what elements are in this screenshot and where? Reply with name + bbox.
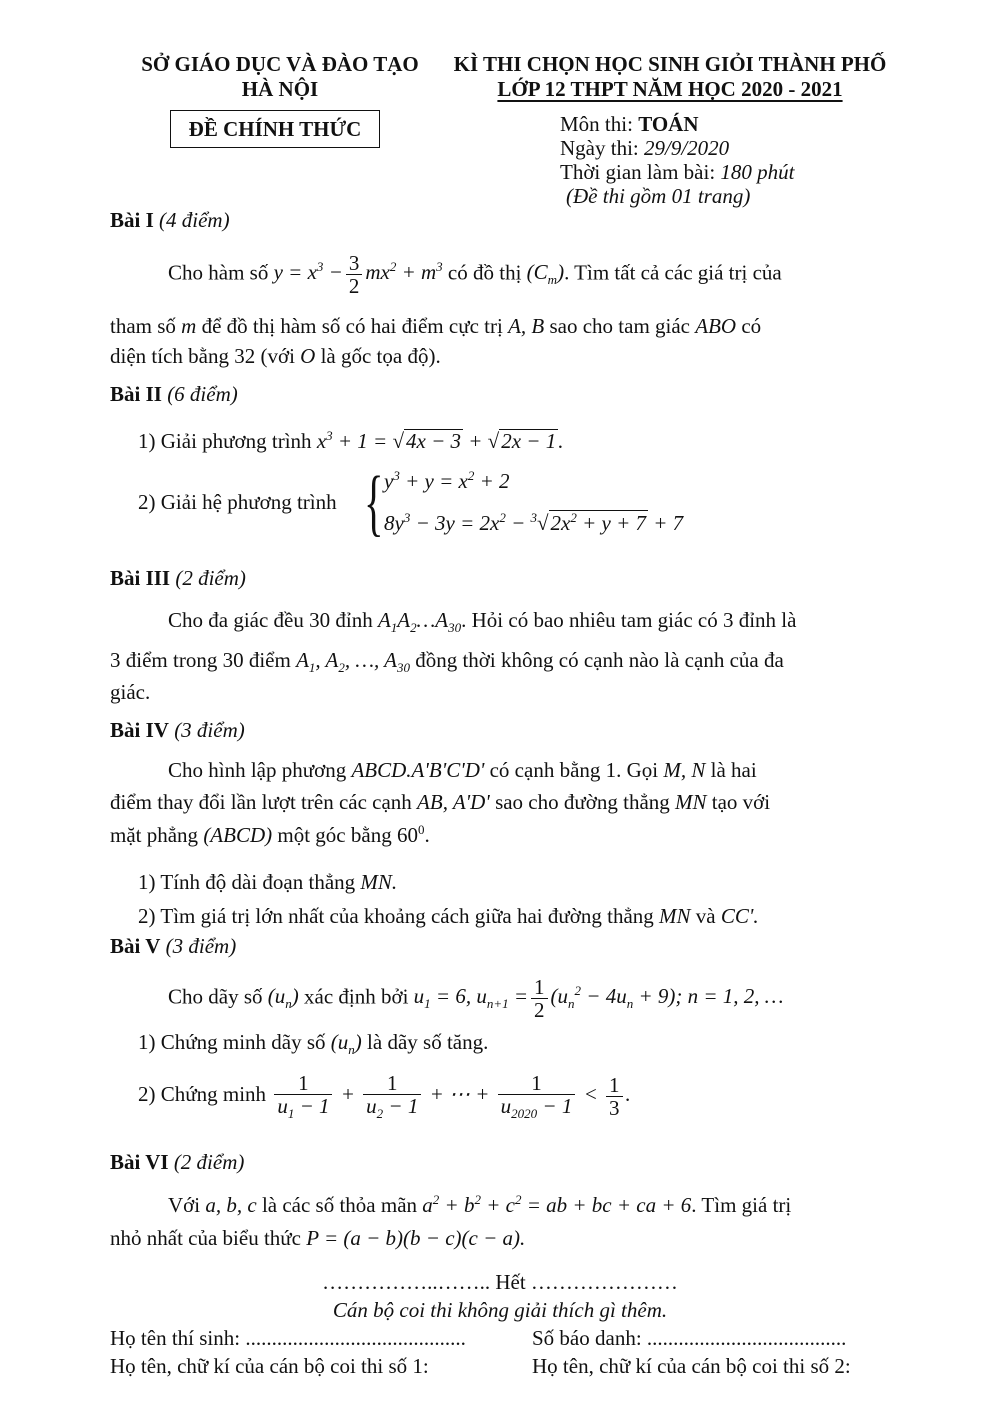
- function-expression: $y = x^3$ − $\frac{3}{2}$ $mx^2 + m^3$: [273, 251, 443, 299]
- problem-6-line2: nhỏ nhất của biểu thức P = (a − b)(b − c)(c − a).: [110, 1226, 526, 1250]
- proctor-1-signature: Họ tên, chữ kí của cán bộ coi thi số 1:: [110, 1354, 429, 1378]
- problem-2-q2: 2) Giải hệ phương trình: [138, 490, 337, 514]
- problem-1-heading: Bài I (4 điểm): [110, 208, 230, 232]
- end-marker: ……………..…….. Hết …………………: [322, 1270, 678, 1294]
- problem-2-q1: 1) Giải phương trình $x^3 + 1 = √4x - 3 + √2x - 1$.: [138, 428, 564, 453]
- problem-6-heading: Bài VI (2 điểm): [110, 1150, 245, 1174]
- problem-5-heading: Bài V (3 điểm): [110, 934, 237, 958]
- date-value: 29/9/2020: [644, 136, 730, 160]
- problem-3-heading: Bài III (2 điểm): [110, 566, 246, 590]
- official-label: ĐỀ CHÍNH THỨC: [170, 110, 380, 148]
- problem-4-heading: Bài IV (3 điểm): [110, 718, 245, 742]
- proctor-note: Cán bộ coi thi không giải thích gì thêm.: [332, 1298, 668, 1322]
- system-equation-1: $y^3 + y = x^2 + 2$: [384, 468, 510, 493]
- problem-2-heading: Bài II (6 điểm): [110, 382, 238, 406]
- problem-1-line2: tham số m để đồ thị hàm số có hai điểm cực trị A, B sao cho tam giác ABO có: [110, 314, 762, 338]
- problem-1-line3: diện tích bằng 32 (với O là gốc tọa độ).: [110, 344, 441, 368]
- time-value: 180 phút: [720, 160, 795, 184]
- exam-title: KÌ THI CHỌN HỌC SINH GIỎI THÀNH PHỐ: [453, 52, 887, 76]
- problem-4-q2: 2) Tìm giá trị lớn nhất của khoảng cách giữa hai đường thẳng MN và CC'.: [138, 904, 759, 928]
- problem-1-line1: Cho hàm số $y = x^3$ − $\frac{3}{2}$ $mx^2 + m^3$ có đồ thị $(C_m)$. Tìm tất cả các giá trị của: [168, 251, 782, 299]
- system-equation-2: $8y^3 - 3y = 2x^2 - ^3√2x^2 + y + 7 + 7$: [384, 510, 684, 535]
- candidate-name-field: Họ tên thí sinh: ..........................................: [110, 1326, 466, 1350]
- problem-3-line2: 3 điểm trong 30 điểm $A_1$, $A_2$, …, $A_{30}$ đồng thời không có cạnh nào là cạnh của đa: [110, 648, 784, 675]
- date-line: Ngày thi: 29/9/2020: [560, 136, 730, 160]
- subject-value: TOÁN: [638, 112, 699, 136]
- problem-4-q1: 1) Tính độ dài đoạn thẳng MN.: [138, 870, 398, 894]
- candidate-number-field: Số báo danh: ......................................: [532, 1326, 847, 1350]
- department-city: HÀ NỘI: [241, 77, 319, 101]
- exam-grade-year: LỚP 12 THPT NĂM HỌC 2020 - 2021: [497, 77, 843, 101]
- problem-3-line1: Cho đa giác đều 30 đỉnh $A_1A_2\dots A_{30}$. Hỏi có bao nhiêu tam giác có 3 đỉnh là: [168, 608, 797, 635]
- proctor-2-signature: Họ tên, chữ kí của cán bộ coi thi số 2:: [532, 1354, 851, 1378]
- subject-line: Môn thi: TOÁN: [560, 112, 699, 136]
- problem-4-line3: mặt phẳng (ABCD) một góc bằng $60^0$.: [110, 822, 430, 847]
- problem-4-line1: Cho hình lập phương ABCD.A'B'C'D' có cạnh bằng 1. Gọi M, N là hai: [168, 758, 757, 782]
- system-brace: {: [364, 462, 384, 544]
- problem-5-q2: 2) Chứng minh $\frac{1}{u_1 - 1}$ + $\frac{1}{u_2 - 1}$ + ⋯ + $\frac{1}{u_{2020} - 1}$ < $\frac{1}{3}$ .: [138, 1071, 631, 1122]
- pages-note: (Đề thi gồm 01 trang): [566, 184, 751, 208]
- problem-3-line3: giác.: [110, 680, 151, 704]
- department-name: SỞ GIÁO DỤC VÀ ĐÀO TẠO: [141, 52, 419, 76]
- time-line: Thời gian làm bài: 180 phút: [560, 160, 795, 184]
- problem-5-q1: 1) Chứng minh dãy số $(u_n)$ là dãy số tăng.: [138, 1030, 489, 1057]
- problem-4-line2: điểm thay đổi lần lượt trên các cạnh AB, A'D' sao cho đường thẳng MN tạo với: [110, 790, 771, 814]
- problem-5-line1: Cho dãy số $(u_n)$ xác định bởi $u_1 = 6$, $u_{n+1}$ = $\frac{1}{2}$ $(u_n^2 - 4u_n + 9)$; n = 1, 2, …: [168, 975, 784, 1023]
- problem-6-line1: Với a, b, c là các số thỏa mãn $a^2 + b^2 + c^2$ = ab + bc + ca + 6. Tìm giá trị: [168, 1192, 792, 1217]
